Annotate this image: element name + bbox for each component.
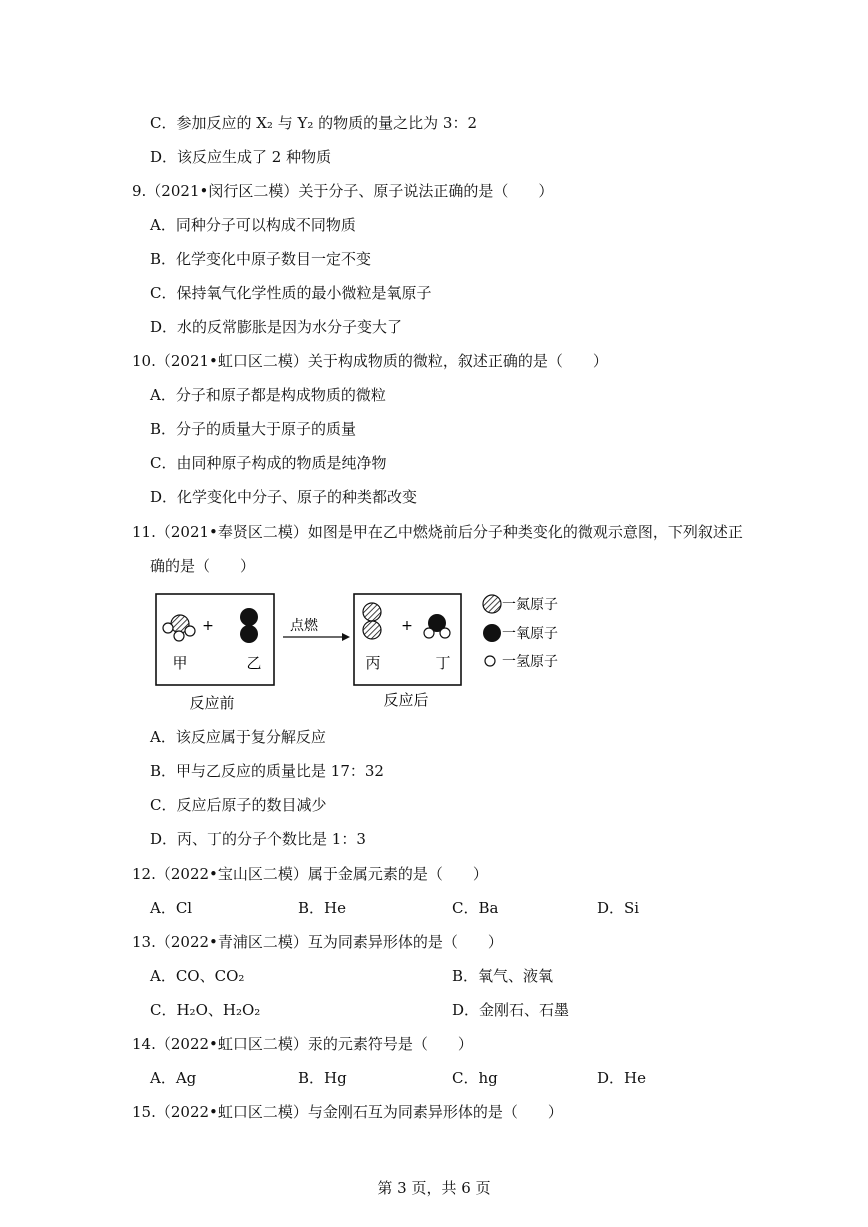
legend-nitrogen: 一氮原子: [502, 597, 558, 613]
q9-option-c: C．保持氧气化学性质的最小微粒是氧原子: [150, 284, 432, 302]
q13-option-a: A．CO、CO₂: [150, 967, 245, 985]
q9-option-a: A．同种分子可以构成不同物质: [150, 216, 356, 234]
q9-option-d: D．水的反常膨胀是因为水分子变大了: [150, 318, 403, 336]
water-molecule: [424, 614, 450, 638]
ammonia-molecule: [163, 615, 195, 641]
q8-option-c: C．参加反应的 X₂ 与 Y₂ 的物质的量之比为 3：2: [150, 114, 478, 132]
oxygen-molecule: [240, 608, 258, 643]
q11-option-d: D．丙、丁的分子个数比是 1：3: [150, 830, 366, 848]
label-jia: 甲: [172, 654, 188, 672]
plus-sign-after: +: [401, 618, 413, 634]
q14-option-a: A．Ag: [150, 1069, 197, 1087]
q13-option-b: B．氧气、液氧: [452, 967, 554, 985]
q13-option-d: D．金刚石、石墨: [452, 1001, 570, 1019]
q11-option-a: A．该反应属于复分解反应: [150, 728, 326, 746]
q14-option-c: C．hg: [452, 1069, 498, 1087]
q11-stem-cont: 确的是（ ）: [150, 557, 256, 575]
reaction-arrow: [283, 617, 350, 641]
label-bing: 丙: [365, 654, 381, 672]
before-caption: 反应前: [189, 694, 235, 712]
q10-option-b: B．分子的质量大于原子的质量: [150, 420, 357, 438]
oxygen-atom-icon: [483, 624, 501, 642]
arrow-label: 点燃: [290, 618, 318, 634]
q9-option-b: B．化学变化中原子数目一定不变: [150, 250, 372, 268]
q14-option-b: B．Hg: [298, 1069, 347, 1087]
q8-option-d: D．该反应生成了 2 种物质: [150, 148, 332, 166]
q14-stem: 14.（2022•虹口区二模）汞的元素符号是（ ）: [132, 1035, 473, 1053]
q15-stem: 15.（2022•虹口区二模）与金刚石互为同素异形体的是（ ）: [132, 1103, 563, 1121]
nitrogen-atom-icon: [483, 595, 501, 613]
q11-option-c: C．反应后原子的数目减少: [150, 796, 327, 814]
after-box: [354, 594, 461, 685]
after-caption: 反应后: [383, 691, 429, 709]
q10-option-a: A．分子和原子都是构成物质的微粒: [150, 386, 386, 404]
q12-stem: 12.（2022•宝山区二模）属于金属元素的是（ ）: [132, 865, 488, 883]
q10-option-d: D．化学变化中分子、原子的种类都改变: [150, 488, 418, 506]
before-box: [156, 594, 274, 685]
legend: [483, 595, 558, 670]
q9-stem: 9.（2021•闵行区二模）关于分子、原子说法正确的是（ ）: [132, 182, 554, 200]
plus-sign: +: [202, 618, 214, 634]
q10-option-c: C．由同种原子构成的物质是纯净物: [150, 454, 387, 472]
q11-option-b: B．甲与乙反应的质量比是 17：32: [150, 762, 384, 780]
q11-stem: 11.（2021•奉贤区二模）如图是甲在乙中燃烧前后分子种类变化的微观示意图，下列叙述正: [132, 523, 743, 541]
label-ding: 丁: [435, 654, 451, 672]
q14-option-d: D．He: [597, 1069, 646, 1087]
q13-option-c: C．H₂O、H₂O₂: [150, 1001, 261, 1019]
nitrogen-molecule: [363, 603, 381, 639]
q13-stem: 13.（2022•青浦区二模）互为同素异形体的是（ ）: [132, 933, 503, 951]
reaction-diagram: [150, 588, 590, 718]
label-yi: 乙: [246, 654, 262, 672]
legend-hydrogen: 一氢原子: [502, 654, 558, 670]
q12-option-c: C．Ba: [452, 899, 499, 917]
page-footer: 第 3 页，共 6 页: [377, 1179, 491, 1197]
q12-option-b: B．He: [298, 899, 346, 917]
hydrogen-atom-icon: [485, 656, 495, 666]
q10-stem: 10.（2021•虹口区二模）关于构成物质的微粒，叙述正确的是（ ）: [132, 352, 608, 370]
legend-oxygen: 一氧原子: [502, 626, 558, 642]
q12-option-a: A．Cl: [150, 899, 193, 917]
q12-option-d: D．Si: [597, 899, 640, 917]
